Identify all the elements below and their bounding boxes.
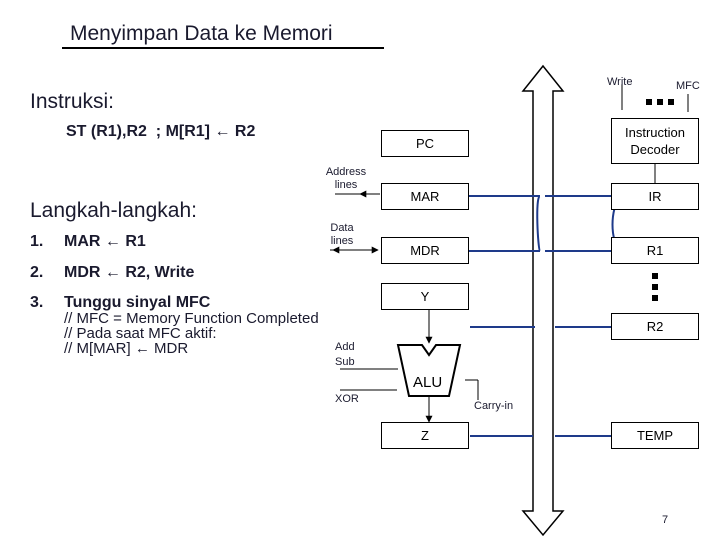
internal-bus (523, 66, 563, 535)
instruction-heading: Instruksi: (30, 90, 115, 113)
step-number: 2. (30, 264, 44, 281)
step-text: Tunggu sinyal MFC (64, 294, 211, 311)
z-register: Z (381, 422, 469, 449)
temp-register: TEMP (611, 422, 699, 449)
alu-op-add: Add (335, 341, 355, 353)
mdr-register: MDR (381, 237, 469, 264)
data-lines-label: Data lines (330, 222, 354, 247)
comment-line: // MFC = Memory Function Completed (64, 310, 319, 327)
instruction-decoder: Instruction Decoder (611, 118, 699, 164)
comment-line: // Pada saat MFC aktif: (64, 325, 217, 342)
write-signal-label: Write (607, 76, 633, 88)
step-text: MAR ← R1 (64, 233, 146, 250)
page-number: 7 (662, 514, 669, 526)
alu-label: ALU (413, 374, 443, 391)
alu-op-xor: XOR (335, 393, 359, 405)
carry-in-label: Carry-in (474, 400, 514, 412)
pc-register: PC (381, 130, 469, 157)
mfc-signal-label: MFC (676, 80, 700, 92)
y-register: Y (381, 283, 469, 310)
instruction-code: ST (R1),R2 ; M[R1] ← R2 (66, 123, 256, 140)
ir-register: IR (611, 183, 699, 210)
steps-heading: Langkah-langkah: (30, 199, 197, 222)
slide-title: Menyimpan Data ke Memori (70, 22, 333, 45)
mar-register: MAR (381, 183, 469, 210)
r1-register: R1 (611, 237, 699, 264)
alu-op-sub: Sub (335, 356, 355, 368)
step-number: 3. (30, 294, 44, 311)
address-lines-label: Address lines (325, 166, 367, 191)
comment-line: // M[MAR] ← MDR (64, 340, 189, 357)
r2-register: R2 (611, 313, 699, 340)
step-number: 1. (30, 233, 44, 250)
step-text: MDR ← R2, Write (64, 264, 195, 281)
